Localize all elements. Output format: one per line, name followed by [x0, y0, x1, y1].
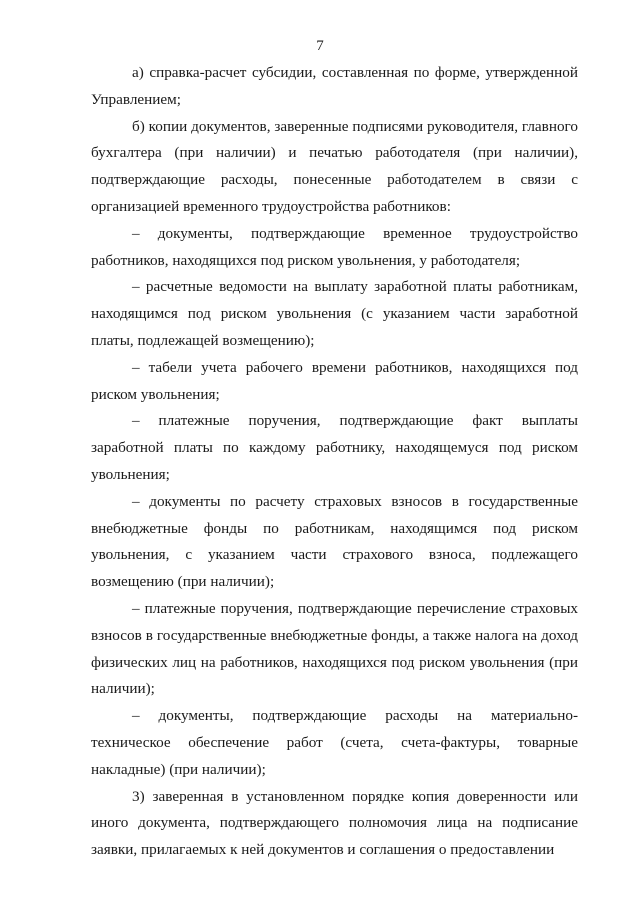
paragraph-b-document-copies: б) копии документов, заверенные подписями руководителя, главного бухгалтера (при наличии) и печатью работодателя (при наличии), подтверждающие расходы, понесенные работодателем в связи с организацией временного трудоустройства работников: — [91, 117, 578, 215]
list-item-insurance-payment-orders: – платежные поручения, подтверждающие перечисление страховых взносов в государственные внебюджетные фонды, а также налога на доход физических лиц на работников, находящихся под риском увольнения (при наличии); — [91, 599, 578, 698]
paragraph-a-subsidy-calculation: а) справка-расчет субсидии, составленная по форме, утвержденной Управлением; — [91, 64, 578, 108]
list-item-payroll-statements: – расчетные ведомости на выплату заработной платы работникам, находящимся под риском увольнения (с указанием части заработной платы, подлежащей возмещению); — [91, 278, 578, 349]
list-item-material-expenses: – документы, подтверждающие расходы на материально-техническое обеспечение работ (счета, счета-фактуры, товарные накладные) (при наличии); — [91, 707, 578, 778]
list-item-insurance-calculation: – документы по расчету страховых взносов в государственные внебюджетные фонды по работникам, находящимся под риском увольнения, с указанием части страхового взноса, подлежащего возмещению (при наличии); — [91, 492, 578, 591]
page-number: 7 — [316, 38, 324, 54]
paragraph-3-power-of-attorney: 3) заверенная в установленном порядке копия доверенности или иного документа, подтверждающего полномочия лица на подписание заявки, прилагаемых к ней документов и соглашения о предоставлении — [91, 787, 578, 859]
list-item-timesheets: – табели учета рабочего времени работников, находящихся под риском увольнения; — [91, 358, 578, 403]
document-body — [91, 60, 578, 864]
list-item-salary-payment-orders: – платежные поручения, подтверждающие факт выплаты заработной платы по каждому работнику, находящемуся под риском увольнения; — [91, 412, 578, 483]
list-item-employment-documents: – документы, подтверждающие временное трудоустройство работников, находящихся под риском увольнения, у работодателя; — [91, 224, 578, 269]
